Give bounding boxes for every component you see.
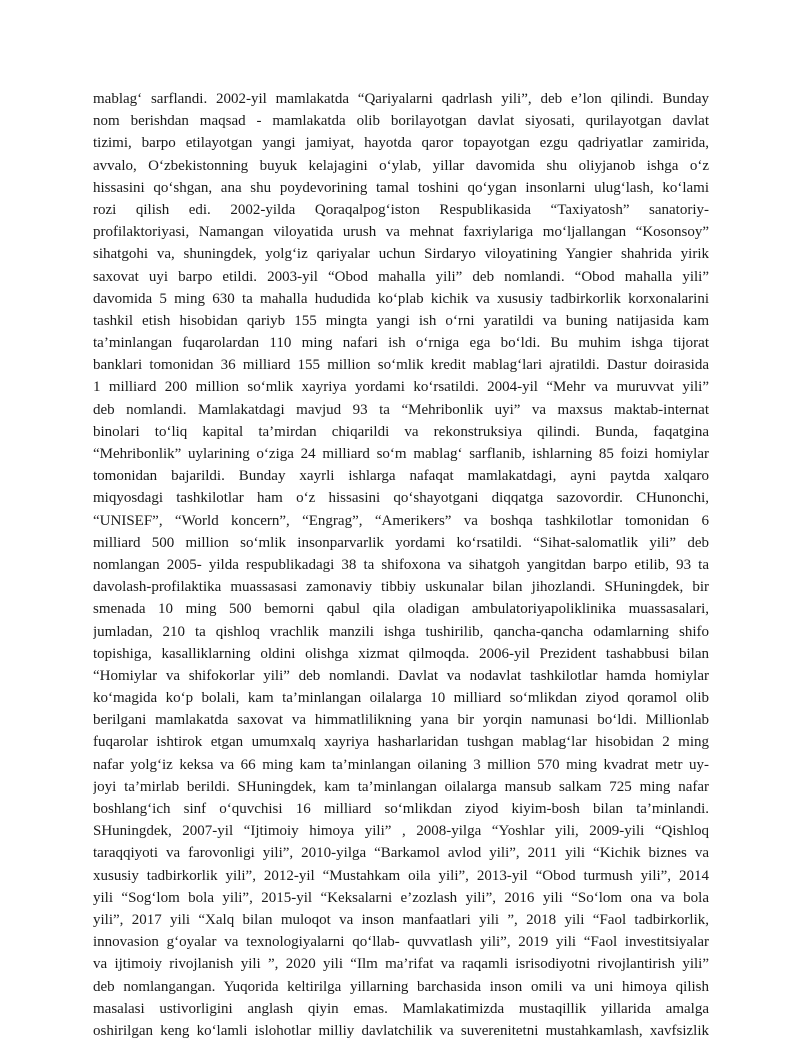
document-page — [93, 88, 709, 1042]
paragraph-line: deb nomlandi. Mamlakatdagi mavjud 93 ta “Mehribonlik uyi” va maxsus maktab-internat — [93, 401, 709, 418]
paragraph-line: ta’minlangan fuqarolardan 110 ming nafari ish o‘rniga ega bo‘ldi. Bu muhim ishga tijorat — [93, 335, 709, 352]
paragraph-line: binolari to‘liq kapital ta’mirdan chiqarildi va rekonstruksiya qilindi. Bunda, faqatgina — [93, 423, 709, 440]
paragraph-line: tomonidan bajarildi. Bunday xayrli ishlarga nafaqat mamlakatdagi, ayni paytda xalqaro — [93, 468, 709, 485]
paragraph-line: fuqarolar ishtirok etgan umumxalq xayriya hasharlaridan tushgan mablag‘lar hisobidan 2 ming — [93, 734, 709, 751]
paragraph-line: smenada 10 ming 500 bemorni qabul qila oladigan ambulatoriyapoliklinika muassasalari, — [93, 601, 709, 618]
paragraph-line: tashkil etish hisobidan qariyb 155 mingta yangi ish o‘rni yaratildi va buning natijasida kam — [93, 312, 709, 329]
paragraph-line: hissasini qo‘shgan, ana shu poydevorining tamal toshini qo‘ygan insonlarni ulug‘lash, ko‘lami — [93, 179, 709, 196]
paragraph-line: deb nomlangangan. Yuqorida keltirilga yillarning barchasida inson omili va uni himoya qilish — [93, 978, 709, 995]
paragraph-line: davomida 5 ming 630 ta mahalla hududida ko‘plab kichik va xususiy tadbirkorlik korxonalarini — [93, 290, 709, 307]
paragraph-line: boshlang‘ich sinf o‘quvchisi 16 milliard so‘mlikdan ziyod kiyim-bosh bilan ta’minlandi. — [93, 801, 709, 817]
paragraph-line: innovasion g‘oyalar va texnologiyalarni qo‘llab- quvvatlash yili”, 2019 yili “Faol investitsiyalar — [93, 934, 709, 951]
paragraph-line: ko‘magida ko‘p bolali, kam ta’minlangan oilalarga 10 milliard so‘mlikdan ziyod qoramol olib — [93, 690, 709, 707]
paragraph-line: joyi ta’mirlab berildi. SHuningdek, kam ta’minlangan oilalarga mansub salkam 725 ming nafar — [93, 778, 709, 795]
paragraph-line: profilaktoriyasi, Namangan viloyatida urush va mehnat faxriylariga mo‘ljallangan “Kosonsoy” — [93, 224, 709, 241]
paragraph-line: masalasi ustivorligini anglash qiyin emas. Mamlakatimizda mustaqillik yillarida amalga — [93, 1000, 709, 1017]
paragraph-line: taraqqiyoti va farovonligi yili”, 2010-yilga “Barkamol avlod yili”, 2011 yili “Kichik biznes va — [93, 845, 709, 862]
paragraph-line: topishiga, kasalliklarning oldini olishga xizmat qilmoqda. 2006-yil Prezident tashabbusi bilan — [93, 645, 709, 662]
paragraph-line: sihatgohi va, shuningdek, yolg‘iz qariyalar uchun Sirdaryo viloyatining Yangier shahrida yirik — [93, 246, 709, 263]
paragraph-line: berilgani mamlakatda saxovat va himmatlilikning yana bir yorqin namunasi bo‘ldi. Millionlab — [93, 712, 709, 729]
paragraph-line: tizimi, barpo etilayotgan yangi jamiyat, hayotda qaror topayotgan ezgu qadriyatlar zamirida, — [93, 135, 709, 152]
paragraph-line: saxovat uyi barpo etildi. 2003-yil “Obod mahalla yili” deb nomlandi. “Obod mahalla yili” — [93, 268, 709, 285]
paragraph-line: va ijtimoiy rivojlanish yili ”, 2020 yili “Ilm ma’rifat va raqamli isrisodiyotni rivojlantirish yili” — [93, 956, 709, 973]
paragraph-line: mablag‘ sarflandi. 2002-yil mamlakatda “Qariyalarni qadrlash yili”, deb e’lon qilindi. Bunday — [93, 91, 709, 107]
paragraph-line: yili “Sog‘lom bola yili”, 2015-yil “Keksalarni e’zozlash yili”, 2016 yili “So‘lom ona va bola — [93, 889, 709, 906]
paragraph-line: davolash-profilaktika muassasasi zamonaviy tibbiy uskunalar bilan jihozlandi. SHuningdek, bir — [93, 579, 709, 596]
paragraph-line: jumladan, 210 ta qishloq vrachlik manzili ishga tushirilib, qancha-qancha odamlarning shifo — [93, 623, 709, 640]
paragraph-line: “Homiylar va shifokorlar yili” deb nomlandi. Davlat va nodavlat tashkilotlar hamda homiylar — [93, 667, 709, 684]
paragraph-line: 1 milliard 200 million so‘mlik xayriya yordami ko‘rsatildi. 2004-yil “Mehr va muruvvat yili” — [93, 379, 709, 396]
paragraph-line: “UNISEF”, “World koncern”, “Engrag”, “Amerikers” va boshqa tashkilotlar tomonidan 6 — [93, 512, 709, 529]
paragraph-line: banklari tomonidan 36 milliard 155 million so‘mlik kredit mablag‘lari ajratildi. Dastur doirasida — [93, 357, 709, 374]
paragraph-line: nafar yolg‘iz keksa va 66 ming kam ta’minlangan oilaning 3 million 570 ming kvadrat metr uy- — [93, 756, 709, 773]
paragraph-line: “Mehribonlik” uylarining o‘ziga 24 milliard so‘m mablag‘ sarflanib, ishlarning 85 foizi homiylar — [93, 446, 709, 462]
paragraph-line: avvalo, O‘zbekistonning buyuk kelajagini o‘ylab, yillar davomida shu oliyjanob ishga o‘z — [93, 157, 709, 174]
paragraph-line: oshirilgan keng ko‘lamli islohotlar milliy davlatchilik va suverenitetni mustahkamlash, xavfsizlik — [93, 1022, 709, 1039]
paragraph-line: yili”, 2017 yili “Xalq bilan muloqot va inson manfaatlari yili ”, 2018 yili “Faol tadbirkorlik, — [93, 911, 709, 928]
paragraph-line: xususiy tadbirkorlik yili”, 2012-yil “Mustahkam oila yili”, 2013-yil “Obod turmush yili”, 2014 — [93, 867, 709, 884]
paragraph-line: nom berishdan maqsad - mamlakatda olib borilayotgan davlat siyosati, qurilayotgan davlat — [93, 113, 709, 130]
paragraph-line: milliard 500 million so‘mlik insonparvarlik yordami ko‘rsatildi. “Sihat-salomatlik yili” deb — [93, 534, 709, 551]
paragraph-line: miqyosdagi tashkilotlar ham o‘z hissasini qo‘shayotgani diqqatga sazovordir. CHunonchi, — [93, 490, 709, 507]
paragraph-line: nomlangan 2005- yilda respublikadagi 38 ta shifoxona va sihatgoh yangitdan barpo etilib, 93 ta — [93, 556, 709, 573]
paragraph-line: rozi qilish edi. 2002-yilda Qoraqalpog‘iston Respublikasida “Taxiyatosh” sanatoriy- — [93, 201, 709, 218]
paragraph-line: SHuningdek, 2007-yil “Ijtimoiy himoya yili” , 2008-yilga “Yoshlar yili, 2009-yili “Qishloq — [93, 823, 709, 840]
